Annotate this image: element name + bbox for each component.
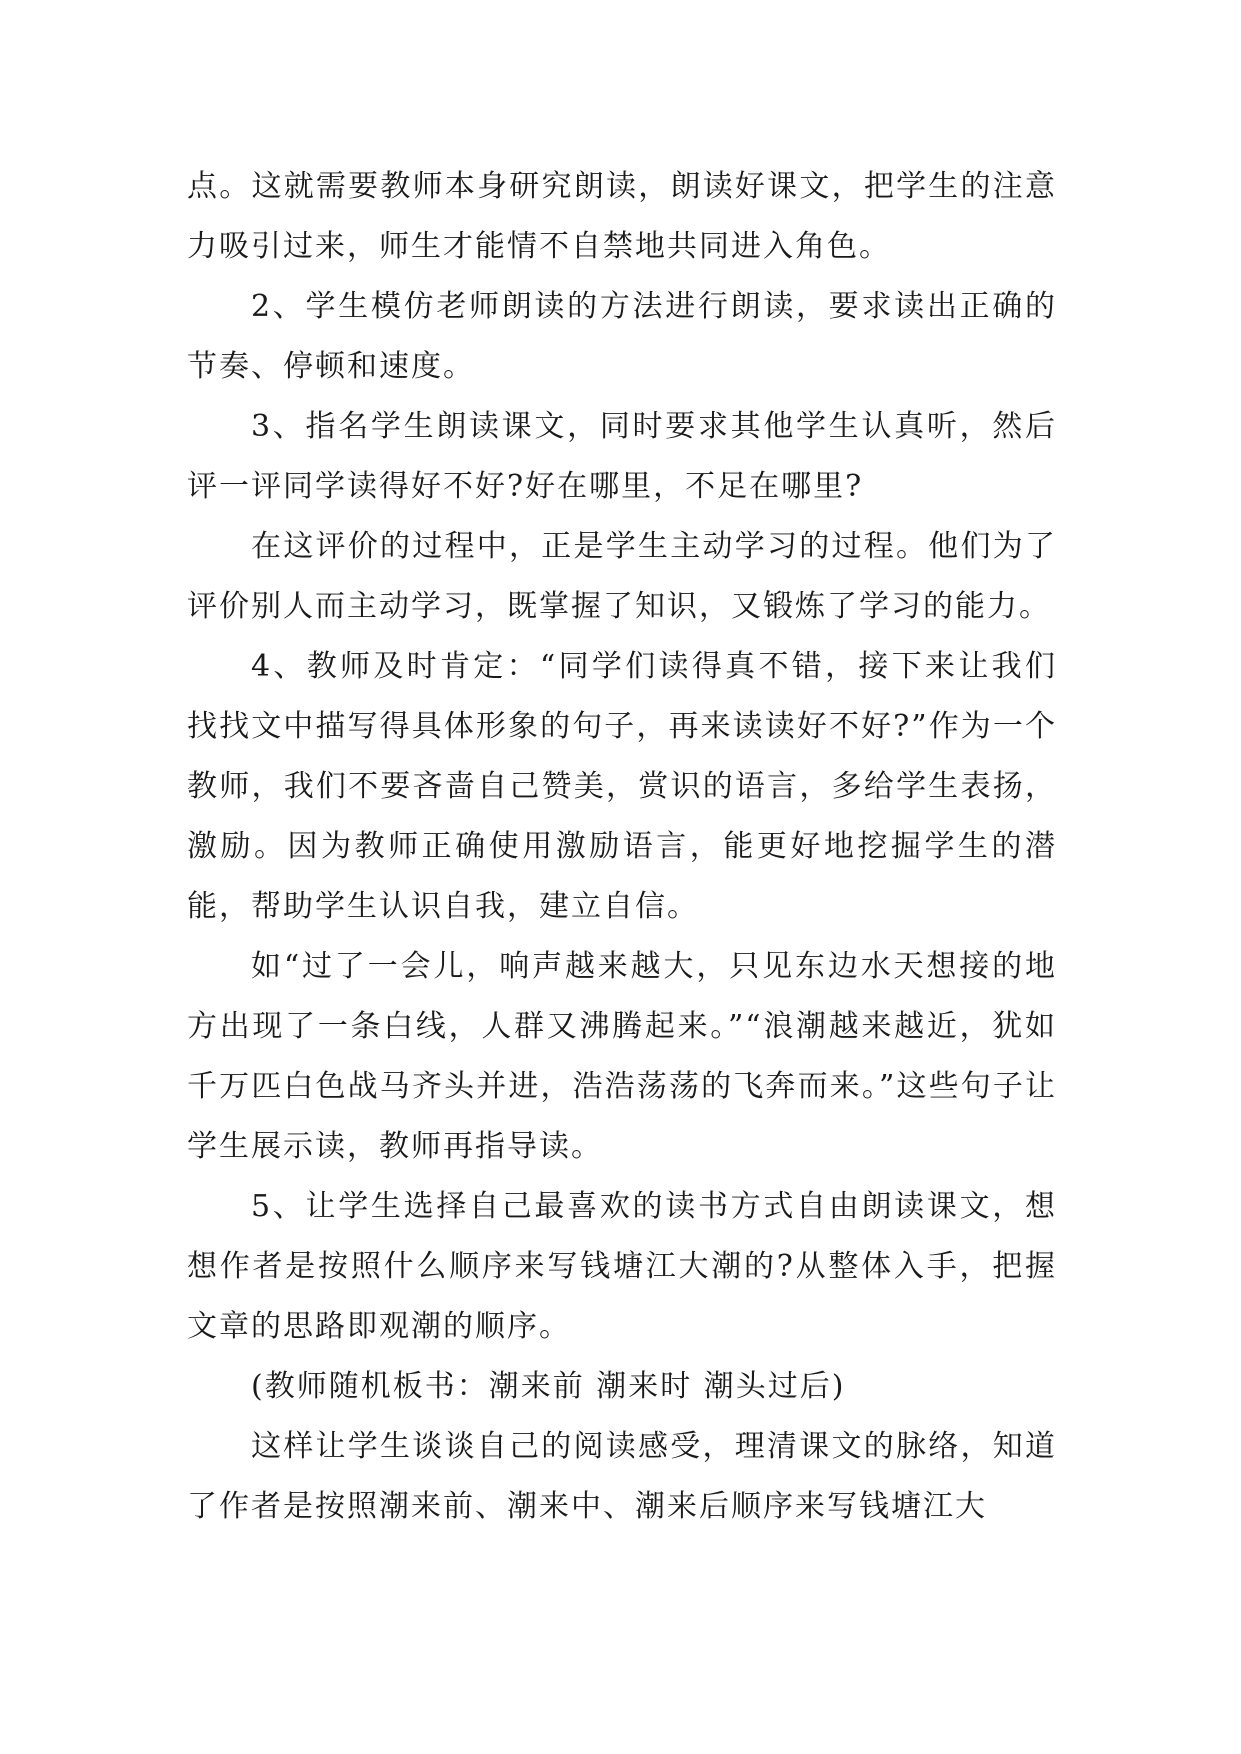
paragraph-8: (教师随机板书：潮来前 潮来时 潮头过后) bbox=[251, 1369, 846, 1404]
paragraph-9: 这样让学生谈谈自己的阅读感受，理清课文的脉络，知道了作者是按照潮来前、潮来中、潮来后顺序来写钱塘江大 bbox=[187, 1429, 1057, 1524]
paragraph-4: 在这评价的过程中，正是学生主动学习的过程。他们为了评价别人而主动学习，既掌握了知识，又锻炼了学习的能力。 bbox=[187, 529, 1057, 624]
document-body bbox=[187, 157, 1057, 1537]
paragraph-7: 5、让学生选择自己最喜欢的读书方式自由朗读课文，想想作者是按照什么顺序来写钱塘江大潮的?从整体入手，把握文章的思路即观潮的顺序。 bbox=[187, 1189, 1057, 1344]
paragraph-6: 如“过了一会儿，响声越来越大，只见东边水天想接的地方出现了一条白线，人群又沸腾起来。”“浪潮越来越近，犹如千万匹白色战马齐头并进，浩浩荡荡的飞奔而来。”这些句子让学生展示读，教师再指导读。 bbox=[187, 949, 1057, 1164]
paragraph-1: 点。这就需要教师本身研究朗读，朗读好课文，把学生的注意力吸引过来，师生才能情不自禁地共同进入角色。 bbox=[187, 169, 1057, 264]
paragraph-5: 4、教师及时肯定：“同学们读得真不错，接下来让我们找找文中描写得具体形象的句子，再来读读好不好?”作为一个教师，我们不要吝啬自己赞美，赏识的语言，多给学生表扬，激励。因为教师正确使用激励语言，能更好地挖掘学生的潜能，帮助学生认识自我，建立自信。 bbox=[187, 649, 1057, 924]
paragraph-3: 3、指名学生朗读课文，同时要求其他学生认真听，然后评一评同学读得好不好?好在哪里，不足在哪里? bbox=[187, 409, 1057, 504]
paragraph-2: 2、学生模仿老师朗读的方法进行朗读，要求读出正确的节奏、停顿和速度。 bbox=[187, 289, 1057, 384]
